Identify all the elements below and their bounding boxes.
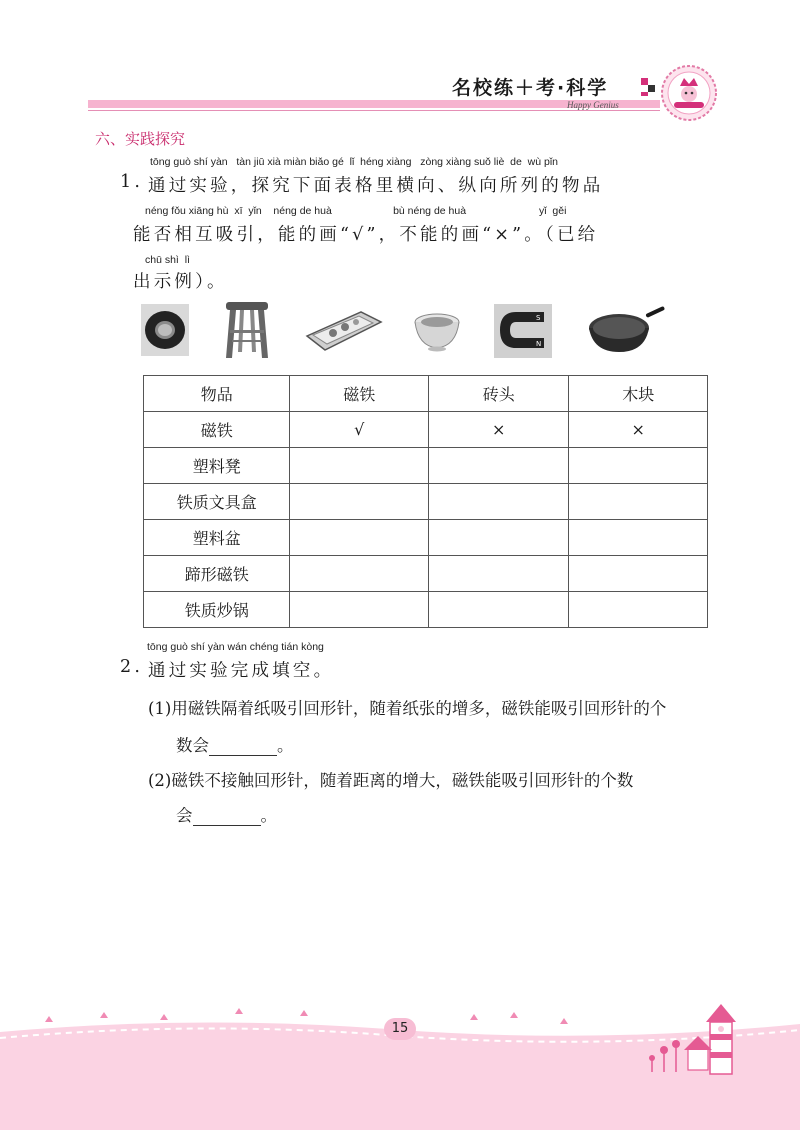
decor-square-icon — [641, 78, 648, 85]
answer-cell[interactable] — [290, 556, 429, 592]
row-label: 铁质文具盒 — [144, 484, 290, 520]
row-label: 塑料凳 — [144, 448, 290, 484]
answer-cell[interactable] — [428, 448, 569, 484]
answer-cell[interactable] — [569, 484, 708, 520]
question-text: 通过实验，探究下面表格里横向、纵向所列的物品 — [148, 176, 604, 196]
row-label: 蹄形磁铁 — [144, 556, 290, 592]
table-row — [144, 448, 708, 484]
sub-question-text: (2)磁铁不接触回形针，随着距离的增大，磁铁能吸引回形针的个数 — [148, 771, 634, 790]
row-label: 铁质炒锅 — [144, 592, 290, 628]
answer-cell[interactable]: × — [428, 412, 569, 448]
sub-question-text: 。 — [260, 806, 277, 825]
table-row — [144, 556, 708, 592]
answer-cell[interactable]: √ — [290, 412, 429, 448]
sub-question-text: 。 — [277, 736, 294, 755]
table-row — [144, 484, 708, 520]
mascot-badge-icon — [660, 64, 718, 122]
question-number: 2. — [120, 657, 144, 677]
plastic-bowl-picture — [412, 300, 462, 360]
section-title: 六、实践探究 — [95, 130, 186, 148]
table-header-cell: 磁铁 — [290, 376, 429, 412]
pinyin-line: tōng guò shí yàn tàn jiū xià miàn biǎo gé lǐ héng xiàng zòng xiàng suǒ liè de wù pǐn — [150, 156, 559, 168]
question-text: 通过实验完成填空。 — [148, 661, 335, 681]
answer-cell[interactable] — [290, 520, 429, 556]
answer-cell[interactable] — [428, 556, 569, 592]
header-rule — [88, 110, 660, 111]
table-header-cell: 砖头 — [428, 376, 569, 412]
answer-cell[interactable] — [290, 448, 429, 484]
question-number: 1. — [120, 172, 144, 192]
row-label: 塑料盆 — [144, 520, 290, 556]
iron-wok-picture — [585, 300, 667, 360]
table-row — [144, 520, 708, 556]
answer-cell[interactable] — [569, 592, 708, 628]
question-text: 出示例）。 — [133, 272, 228, 292]
decor-square-icon — [641, 92, 648, 96]
answer-cell[interactable] — [569, 520, 708, 556]
table-header-row — [144, 376, 708, 412]
sub-question-line — [176, 802, 277, 826]
table-header-cell: 物品 — [144, 376, 290, 412]
question-text: 能否相互吸引，能的画“√”，不能的画“×”。（已给 — [133, 225, 599, 245]
sub-question-text: 会 — [176, 806, 193, 825]
header-subtitle: Happy Genius — [567, 100, 619, 110]
page-number: 15 — [384, 1018, 416, 1040]
table-row — [144, 592, 708, 628]
iron-pencil-box-picture — [303, 300, 383, 360]
svg-text:N: N — [536, 340, 542, 348]
book-title: 名校练＋考·科学 — [452, 77, 609, 99]
fill-blank-1[interactable] — [209, 736, 277, 756]
decor-square-icon — [648, 85, 655, 92]
pinyin-line: néng fǒu xiāng hù xī yǐn néng de huà bù néng de huà yǐ gěi — [145, 205, 567, 217]
row-label: 磁铁 — [144, 412, 290, 448]
svg-text:S: S — [536, 314, 541, 322]
answer-cell[interactable] — [428, 520, 569, 556]
table-row — [144, 412, 708, 448]
answer-cell[interactable] — [290, 484, 429, 520]
answer-cell[interactable] — [428, 592, 569, 628]
table-header-cell: 木块 — [569, 376, 708, 412]
matching-table — [143, 375, 708, 628]
magnet-ring-picture — [141, 300, 189, 360]
sub-question-text: (1)用磁铁隔着纸吸引回形针，随着纸张的增多，磁铁能吸引回形针的个 — [148, 699, 667, 718]
answer-cell[interactable]: × — [569, 412, 708, 448]
sub-question-line — [176, 732, 294, 756]
pinyin-line: chū shì lì — [145, 254, 190, 266]
pinyin-line: tōng guò shí yàn wán chéng tián kòng — [147, 641, 324, 653]
answer-cell[interactable] — [428, 484, 569, 520]
answer-cell[interactable] — [290, 592, 429, 628]
sub-question-text: 数会 — [176, 736, 209, 755]
fill-blank-2[interactable] — [193, 806, 261, 826]
answer-cell[interactable] — [569, 556, 708, 592]
horseshoe-magnet-picture — [494, 300, 552, 360]
answer-cell[interactable] — [569, 448, 708, 484]
plastic-stool-picture — [222, 300, 272, 360]
